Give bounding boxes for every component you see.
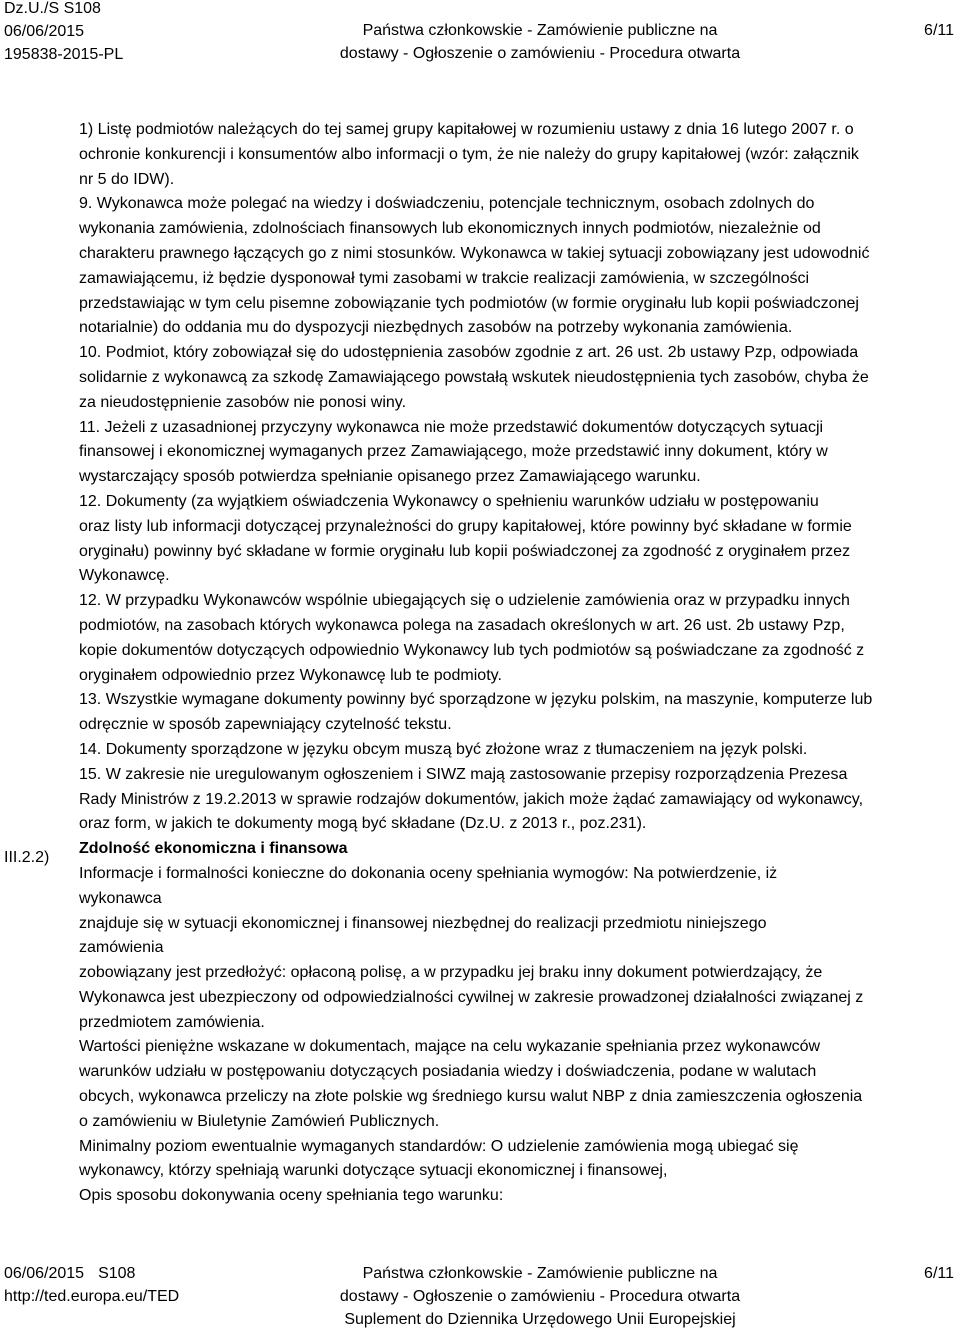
footer-title-line-3: Suplement do Dziennika Urzędowego Unii Europejskiej (344, 1311, 736, 1328)
body-line: charakteru prawnego łączących go z nimi stosunków. Wykonawca w takiej sytuacji zobowiązany jest udowodnić (79, 244, 870, 262)
footer-title (280, 1262, 800, 1331)
body-line: 11. Jeżeli z uzasadnionej przyczyny wykonawca nie może przedstawić dokumentów dotyczących sytuacji (79, 418, 824, 436)
body-line: podmiotów, na zasobach których wykonawca polega na zasadach określonych w art. 26 ust. 2b ustawy Pzp, (79, 616, 845, 634)
body-line: zamawiającemu, iż będzie dysponował tymi zasobami w trakcie realizacji zamówienia, w szczególności (79, 269, 810, 287)
body-line: 13. Wszystkie wymagane dokumenty powinny być sporządzone w języku polskim, na maszynie, komputerze lub (79, 691, 873, 709)
body-line: finansowej i ekonomicznej wymaganych przez Zamawiającego, może przedstawić inny dokument, który w (79, 443, 828, 461)
section-line: znajduje się w sytuacji ekonomicznej i finansowej niezbędnej do realizacji przedmiotu niniejszego (79, 914, 767, 932)
body-line: oryginałem odpowiednio przez Wykonawcę lub te podmioty. (79, 666, 502, 684)
section-line: zobowiązany jest przedłożyć: opłaconą polisę, a w przypadku jej braku inny dokument potwierdzający, że (79, 964, 823, 982)
footer-date: 06/06/2015 (4, 1265, 85, 1282)
body-line: Wykonawcę. (79, 567, 170, 585)
footer-title-line-1: Państwa członkowskie - Zamówienie publiczne na (362, 1265, 718, 1282)
body-line: wystarczający sposób potwierdza spełnianie opisanego przez Zamawiającego warunku. (79, 468, 701, 486)
section-line: Informacje i formalności konieczne do dokonania oceny spełniania wymogów: Na potwierdzenie, iż (79, 864, 778, 882)
body-line: ochronie konkurencji i konsumentów albo informacji o tym, że nie należy do grupy kapitałowej (wzór: załącznik (79, 145, 859, 163)
body-line: nr 5 do IDW). (79, 170, 175, 188)
footer-series: S108 (98, 1265, 136, 1282)
section-line: przedmiotem zamówienia. (79, 1013, 265, 1031)
section-line: Wartości pieniężne wskazane w dokumentach, mające na celu wykazanie spełniania przez wykonawców (79, 1038, 821, 1056)
section-line: warunków udziału w postępowaniu dotyczących posiadania wiedzy i doświadczenia, podane w walutach (79, 1063, 817, 1081)
body-line: 15. W zakresie nie uregulowanym ogłoszeniem i SIWZ mają zastosowanie przepisy rozporządzenia Prezesa (79, 765, 848, 783)
body-line: przedstawiając w tym celu pisemne zobowiązanie tych podmiotów (w formie oryginału lub kopii poświadczonej (79, 294, 859, 312)
section-line: Minimalny poziom ewentualnie wymaganych standardów: O udzielenie zamówienia mogą ubiegać się (79, 1137, 799, 1155)
body-line: Rady Ministrów z 19.2.2013 w sprawie rodzajów dokumentów, jakich może żądać zamawiający od wykonawcy, (79, 790, 864, 808)
body-line: za nieudostępnienie zasobów nie ponosi winy. (79, 393, 407, 411)
section-number: III.2.2) (4, 849, 50, 866)
header-title (280, 19, 800, 65)
section-line: Wykonawca jest ubezpieczony od odpowiedzialności cywilnej w zakresie prowadzonej działalności związanej z (79, 988, 864, 1006)
body-line: 14. Dokumenty sporządzone w języku obcym muszą być złożone wraz z tłumaczeniem na język polski. (79, 740, 808, 758)
body-line: solidarnie z wykonawcą za szkodę Zamawiającego powstałą wskutek nieudostępnienia tych zasobów, chyba że (79, 368, 869, 386)
section-line: zamówienia (79, 939, 164, 957)
body-line: notarialnie) do oddania mu do dyspozycji niezbędnych zasobów na potrzeby wykonania zamówienia. (79, 319, 793, 337)
body-line: oryginału) powinny być składane w formie oryginału lub kopii poświadczonej za zgodność z oryginałem przez (79, 542, 851, 560)
header-page-number: 6/11 (924, 22, 954, 39)
body-line: 12. W przypadku Wykonawców wspólnie ubiegających się o udzielenie zamówienia oraz w przypadku innych (79, 592, 850, 610)
body-line: odręcznie w sposób zapewniający czytelność tekstu. (79, 716, 452, 734)
section-line: o zamówieniu w Biuletynie Zamówień Publicznych. (79, 1112, 440, 1130)
body-line: 12. Dokumenty (za wyjątkiem oświadczenia Wykonawcy o spełnieniu warunków udziału w postępowaniu (79, 492, 819, 510)
section-line: obcych, wykonawca przeliczy na złote polskie wg średniego kursu walut NBP z dnia zamieszczenia ogłoszenia (79, 1088, 863, 1106)
footer-title-line-2: dostawy - Ogłoszenie o zamówieniu - Procedura otwarta (339, 1288, 741, 1305)
body-text (79, 118, 959, 1209)
body-line: kopie dokumentów dotyczących odpowiednio Wykonawcy lub tych podmiotów są poświadczane za zgodność z (79, 641, 865, 659)
footer-date-line (4, 1262, 179, 1285)
body-line: wykonania zamówienia, zdolnościach finansowych lub ekonomicznych innych podmiotów, niezależnie od (79, 220, 821, 238)
section-line: wykonawcy, którzy spełniają warunki dotyczące sytuacji ekonomicznej i finansowej, (79, 1162, 668, 1180)
footer-url[interactable]: http://ted.europa.eu/TED (4, 1288, 180, 1305)
body-line: 10. Podmiot, który zobowiązał się do udostępnienia zasobów zgodnie z art. 26 ust. 2b ustawy Pzp, odpowiada (79, 344, 859, 362)
header-left (4, 0, 123, 66)
body-line: oraz form, w jakich te dokumenty mogą być składane (Dz.U. z 2013 r., poz.231). (79, 815, 647, 833)
body-line: oraz listy lub informacji dotyczącej przynależności do grupy kapitałowej, które powinny być składane w formie (79, 517, 852, 535)
notice-id: 195838-2015-PL (4, 46, 124, 63)
section-line: Opis sposobu dokonywania oceny spełniania tego warunku: (79, 1187, 504, 1205)
header-title-line-1: Państwa członkowskie - Zamówienie publiczne na (362, 22, 718, 39)
publication-date: 06/06/2015 (4, 23, 85, 40)
section-line: wykonawca (79, 889, 162, 907)
body-line: 1) Listę podmiotów należących do tej samej grupy kapitałowej w rozumieniu ustawy z dnia 16 lutego 2007 r. o (79, 121, 854, 138)
footer-left (4, 1262, 179, 1308)
header-title-line-2: dostawy - Ogłoszenie o zamówieniu - Procedura otwarta (339, 45, 741, 62)
body-line: 9. Wykonawca może polegać na wiedzy i doświadczeniu, potencjale technicznym, osobach zdolnych do (79, 195, 815, 213)
section-title: Zdolność ekonomiczna i finansowa (79, 840, 348, 858)
footer-page-number: 6/11 (924, 1265, 954, 1282)
journal-reference: Dz.U./S S108 (4, 0, 101, 17)
